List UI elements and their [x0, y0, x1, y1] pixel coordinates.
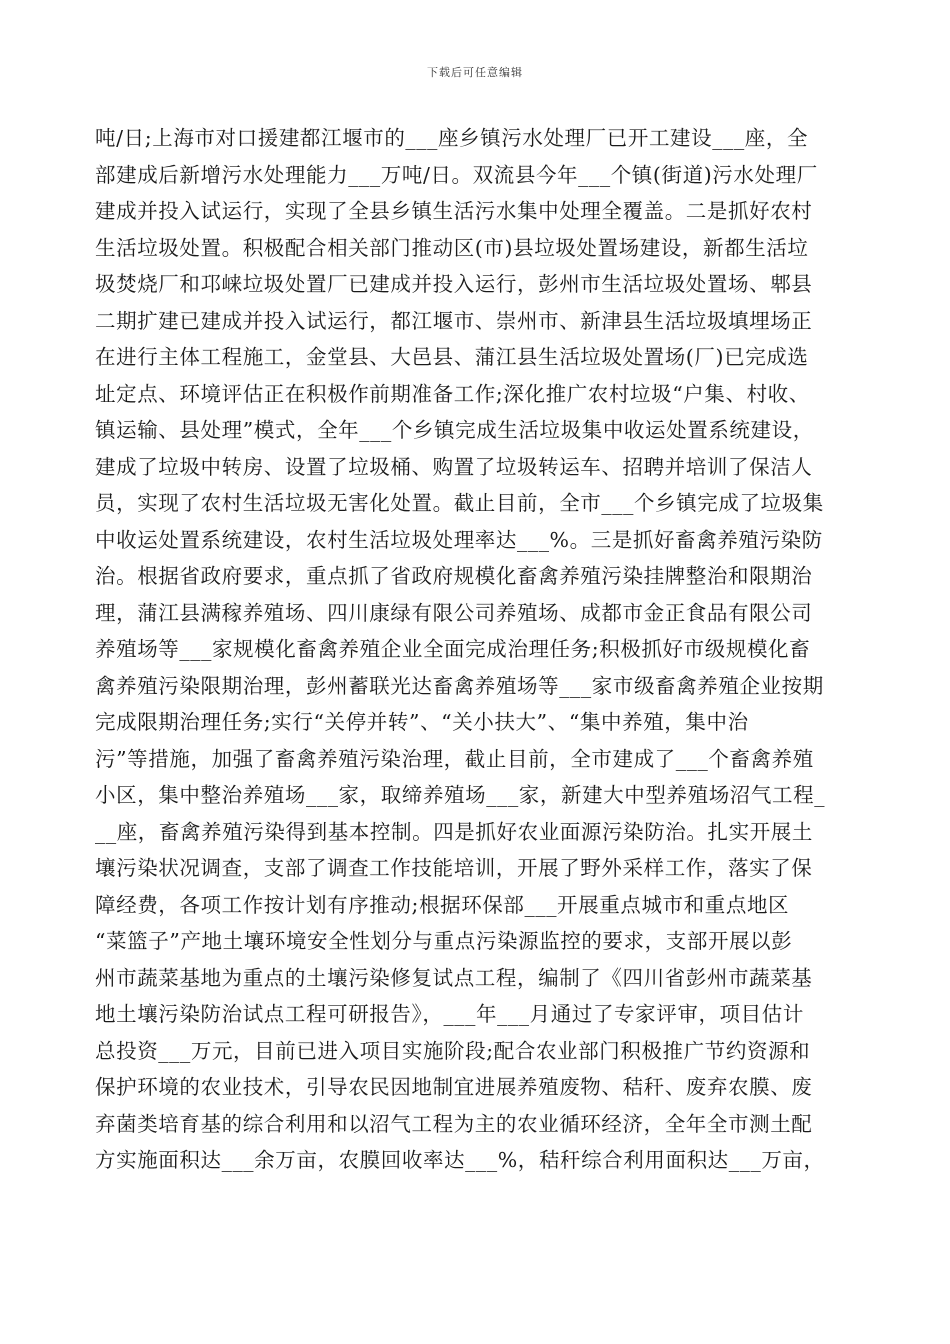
body-line: 壤污染状况调查，支部了调查工作技能培训，开展了野外采样工作，落实了保 — [95, 856, 813, 880]
body-line: 地土壤污染防治试点工程可研报告》，___年___月通过了专家评审，项目估计 — [95, 1002, 804, 1026]
body-line: 保护环境的农业技术，引导农民因地制宜进展养殖废物、秸秆、废弃农膜、废 — [95, 1075, 813, 1099]
body-line: 部建成后新增污水处理能力___万吨/日。双流县今年___个镇(街道)污水处理厂 — [95, 162, 818, 187]
body-line: 治。根据省政府要求，重点抓了省政府规模化畜禽养殖污染挂牌整治和限期治 — [95, 564, 813, 588]
body-line: 在进行主体工程施工，金堂县、大邑县、蒲江县生活垃圾处置场(厂)已完成选 — [95, 345, 809, 369]
body-line: 养殖场等___家规模化畜禽养殖企业全面完成治理任务;积极抓好市级规模化畜 — [95, 637, 811, 661]
body-line: 方实施面积达___余万亩，农膜回收率达___%，秸秆综合利用面积达___万亩， — [95, 1148, 825, 1172]
body-line: 污”等措施，加强了畜禽养殖污染治理，截止目前，全市建成了___个畜禽养殖 — [95, 746, 814, 771]
body-line: 禽养殖污染限期治理，彭州蓄联光达畜禽养殖场等___家市级畜禽养殖企业按期 — [95, 673, 824, 698]
body-line: 障经费，各项工作按计划有序推动;根据环保部___开展重点城市和重点地区 — [95, 892, 790, 917]
body-line: 建成并投入试运行，实现了全县乡镇生活污水集中处理全覆盖。二是抓好农村 — [95, 199, 813, 223]
body-line: 员，实现了农村生活垃圾无害化处置。截止目前，全市___个乡镇完成了垃圾集 — [95, 491, 824, 515]
body-line: “菜篮子”产地土壤环境安全性划分与重点污染源监控的要求，支部开展以彭 — [95, 929, 793, 953]
body-line: 总投资___万元，目前已进入项目实施阶段;配合农业部门积极推广节约资源和 — [95, 1038, 811, 1063]
body-line: 弃菌类培育基的综合利用和以沼气工程为主的农业循环经济，全年全市测土配 — [95, 1111, 813, 1136]
body-line: 中收运处置系统建设，农村生活垃圾处理率达___%。三是抓好畜禽养殖污染防 — [95, 527, 823, 552]
body-line: 生活垃圾处置。积极配合相关部门推动区(市)县垃圾处置场建设，新都生活垃 — [95, 235, 809, 260]
body-line: 吨/日;上海市对口援建都江堰市的___座乡镇污水处理厂已开工建设___座，全 — [95, 126, 809, 150]
body-line: 州市蔬菜基地为重点的土壤污染修复试点工程，编制了《四川省彭州市蔬菜基 — [95, 965, 813, 990]
body-line: __座，畜禽养殖污染得到基本控制。四是抓好农业面源污染防治。扎实开展土 — [95, 819, 813, 844]
body-line: 小区，集中整治养殖场___家，取缔养殖场___家，新建大中型养殖场沼气工程_ — [95, 783, 826, 807]
body-line: 建成了垃圾中转房、设置了垃圾桶、购置了垃圾转运车、招聘并培训了保洁人 — [95, 454, 813, 479]
body-line: 二期扩建已建成并投入试运行，都江堰市、崇州市、新津县生活垃圾填埋场正 — [95, 308, 813, 333]
body-line: 理，蒲江县满稼养殖场、四川康绿有限公司养殖场、成都市金正食品有限公司 — [95, 600, 813, 625]
body-line: 镇运输、县处理”模式，全年___个乡镇完成生活垃圾集中收运处置系统建设， — [95, 418, 814, 442]
document-body — [95, 120, 855, 1179]
body-line: 址定点、环境评估正在积极作前期准备工作;深化推广农村垃圾“户集、村收、 — [95, 381, 810, 406]
body-line: 完成限期治理任务;实行“关停并转”、“关小扶大”、“集中养殖，集中治 — [95, 710, 749, 734]
body-line: 圾焚烧厂和邛崃垃圾处置厂已建成并投入运行，彭州市生活垃圾处置场、郫县 — [95, 272, 813, 296]
page-header: 下载后可任意编辑 — [427, 66, 523, 79]
